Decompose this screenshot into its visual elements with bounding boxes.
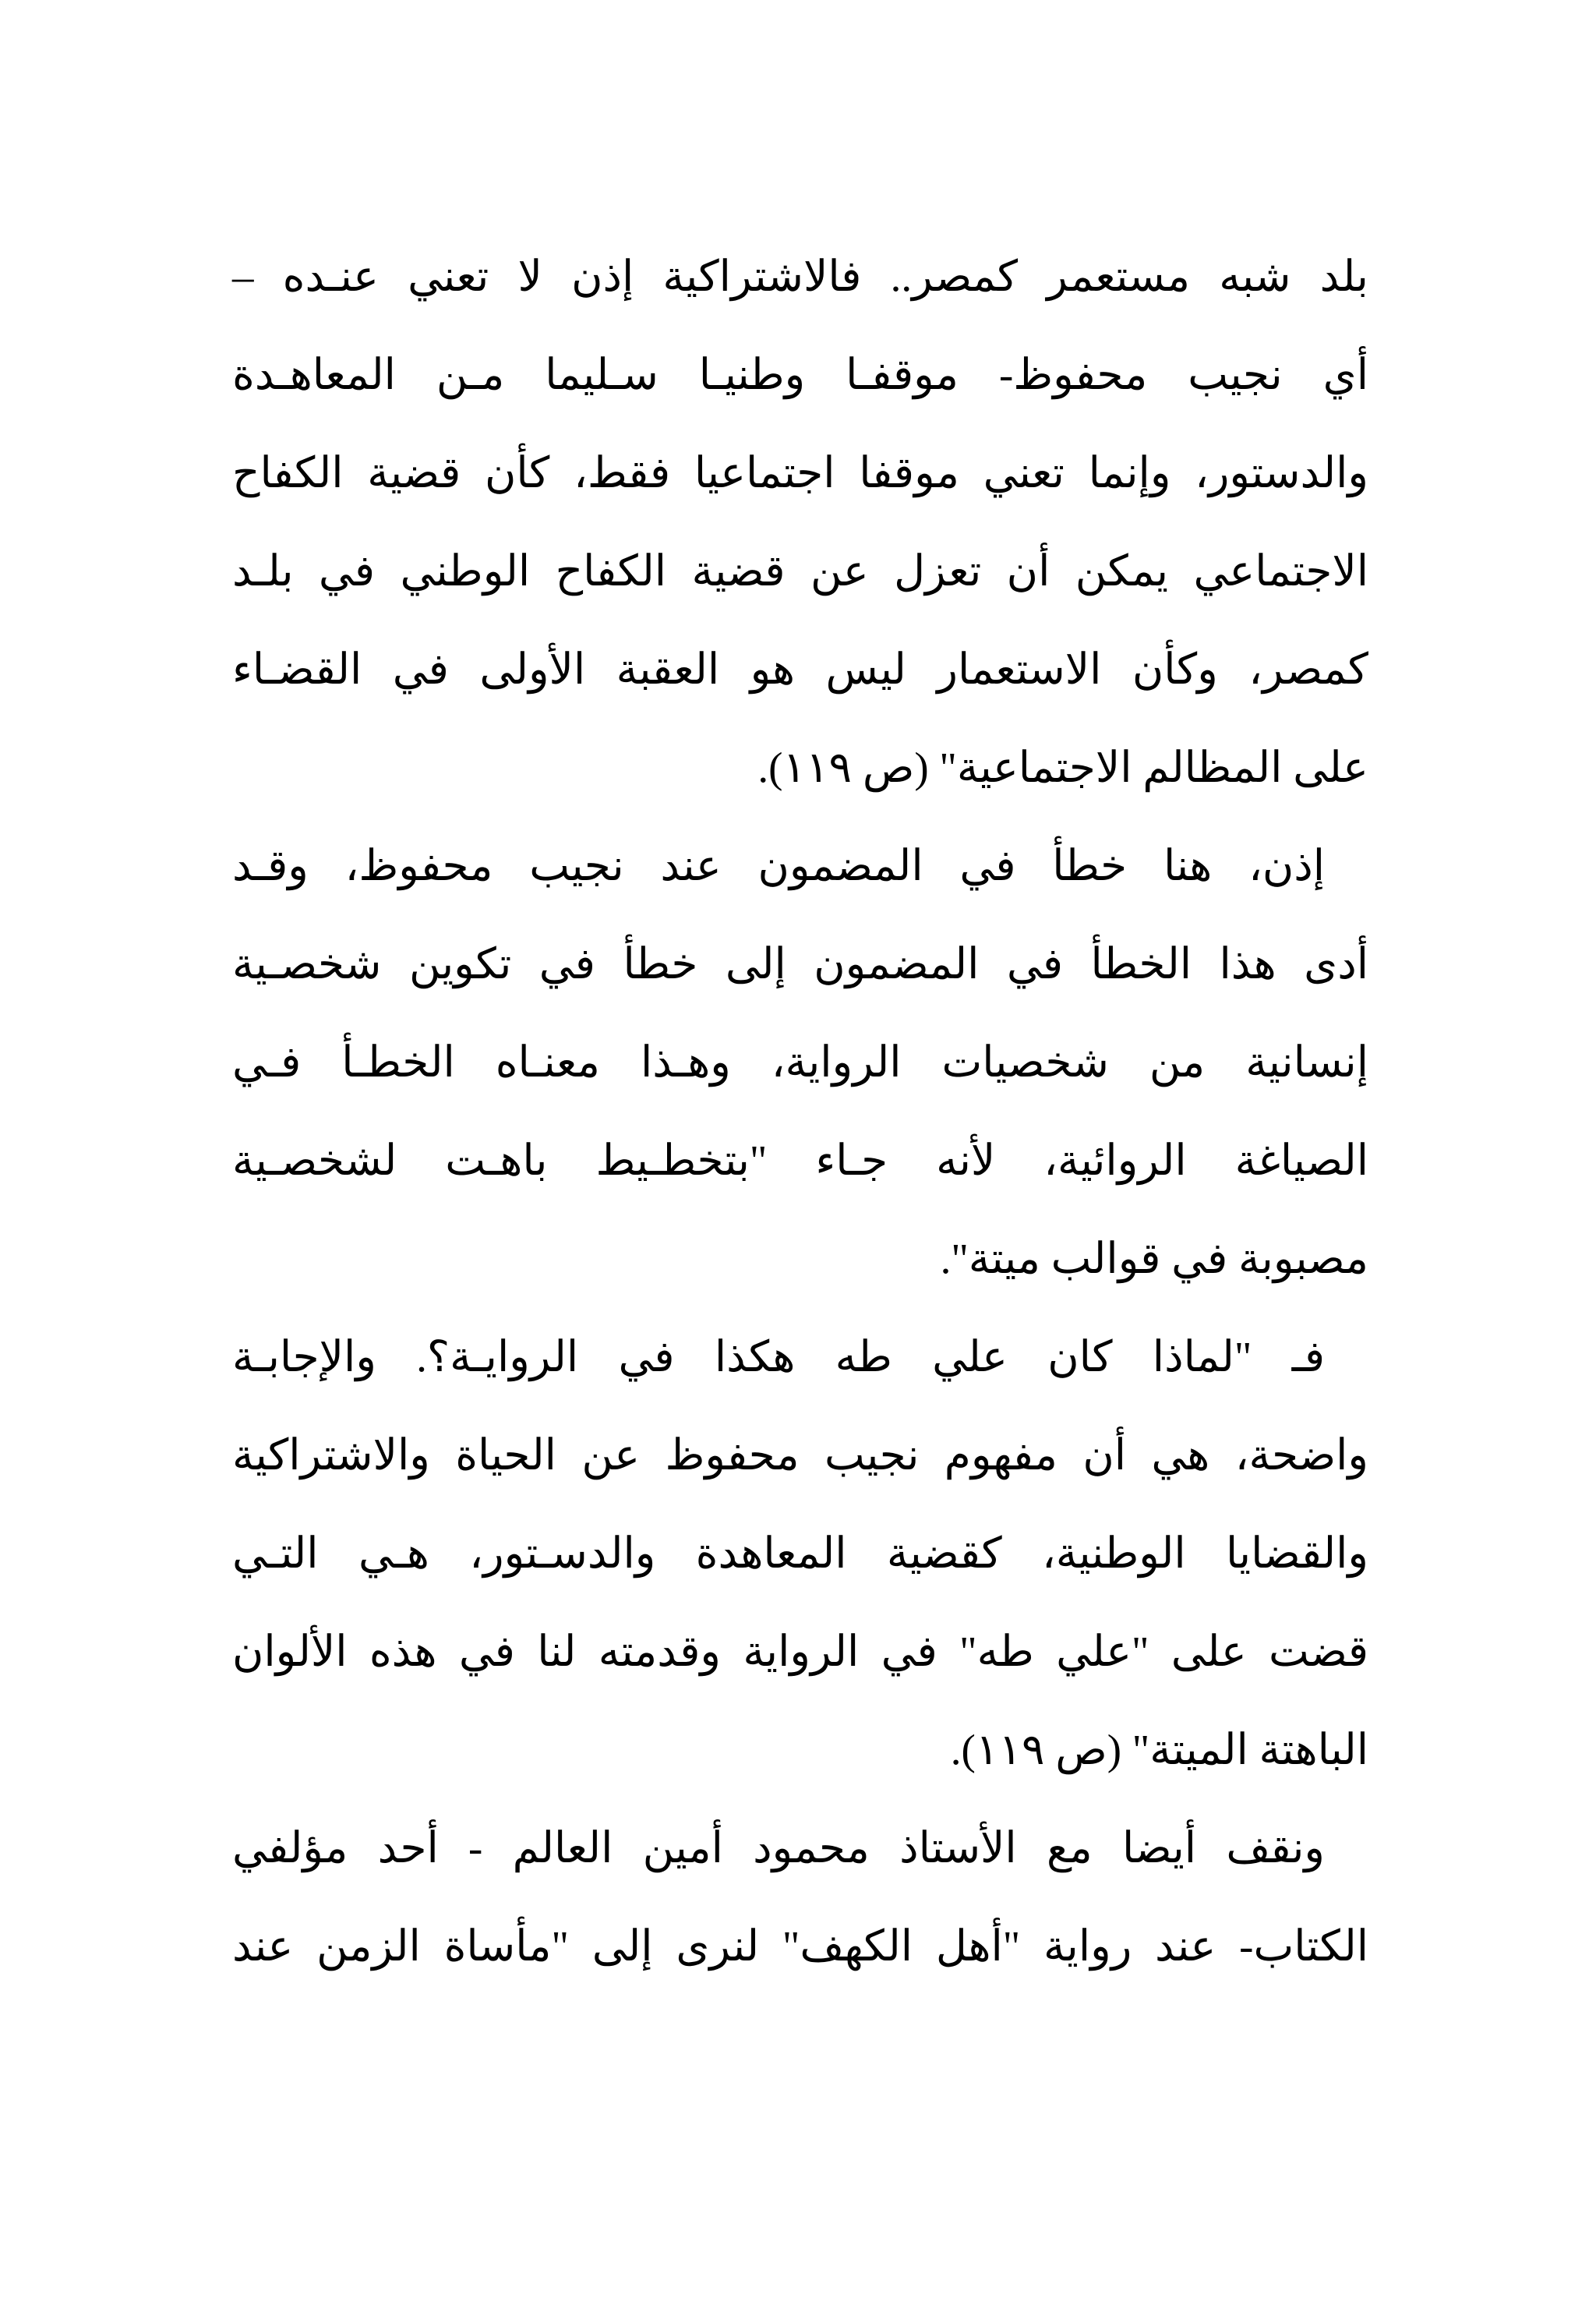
text-line: الكتاب- عند رواية "أهل الكهف" لنرى إلى "مأساة الزمن عند bbox=[232, 1922, 1368, 1970]
body-text bbox=[232, 228, 1368, 1996]
text-line: أدى هذا الخطأ في المضمون إلى خطأ في تكوين شخصـية bbox=[232, 940, 1368, 988]
text-line: واضحة، هي أن مفهوم نجيب محفوظ عن الحياة والاشتراكية bbox=[232, 1431, 1368, 1479]
text-line: الصياغة الروائية، لأنه جـاء "بتخطـيط باهـت لشخصـية bbox=[232, 1137, 1368, 1184]
text-line: إذن، هنا خطأ في المضمون عند نجيب محفوظ، وقـد bbox=[232, 842, 1325, 889]
text-line: على المظالم الاجتماعية" (ص ١١٩). bbox=[757, 744, 1368, 791]
text-line: والدستور، وإنما تعني موقفا اجتماعيا فقط، كأن قضية الكفاح bbox=[232, 449, 1368, 497]
text-line: بلد شبه مستعمر كمصر.. فالاشتراكية إذن لا تعني عنـده – bbox=[232, 253, 1368, 300]
text-line: الباهتة الميتة" (ص ١١٩). bbox=[950, 1726, 1368, 1773]
paragraph-1 bbox=[232, 228, 1368, 817]
text-line: فـ "لماذا كان علي طه هكذا في الروايـة؟. والإجابـة bbox=[232, 1333, 1325, 1381]
text-line: مصبوبة في قوالب ميتة". bbox=[940, 1235, 1368, 1282]
paragraph-2 bbox=[232, 817, 1368, 1308]
text-line: كمصر، وكأن الاستعمار ليس هو العقبة الأولى في القضـاء bbox=[232, 645, 1368, 693]
text-line: الاجتماعي يمكن أن تعزل عن قضية الكفاح الوطني في بلـد bbox=[232, 547, 1368, 595]
text-line: إنسانية من شخصيات الرواية، وهـذا معنـاه الخطـأ فـي bbox=[232, 1038, 1368, 1086]
paragraph-4 bbox=[232, 1799, 1368, 1996]
text-line: أي نجيب محفوظ- موقفـا وطنيـا سـليما مـن المعاهـدة bbox=[232, 351, 1368, 398]
paragraph-3 bbox=[232, 1308, 1368, 1799]
text-line: قضت على "علي طه" في الرواية وقدمته لنا في هذه الألوان bbox=[232, 1628, 1368, 1675]
text-line: والقضايا الوطنية، كقضية المعاهدة والدسـتور، هـي التـي bbox=[232, 1529, 1368, 1577]
text-line: ونقف أيضا مع الأستاذ محمود أمين العالم - أحد مؤلفي bbox=[232, 1824, 1325, 1872]
